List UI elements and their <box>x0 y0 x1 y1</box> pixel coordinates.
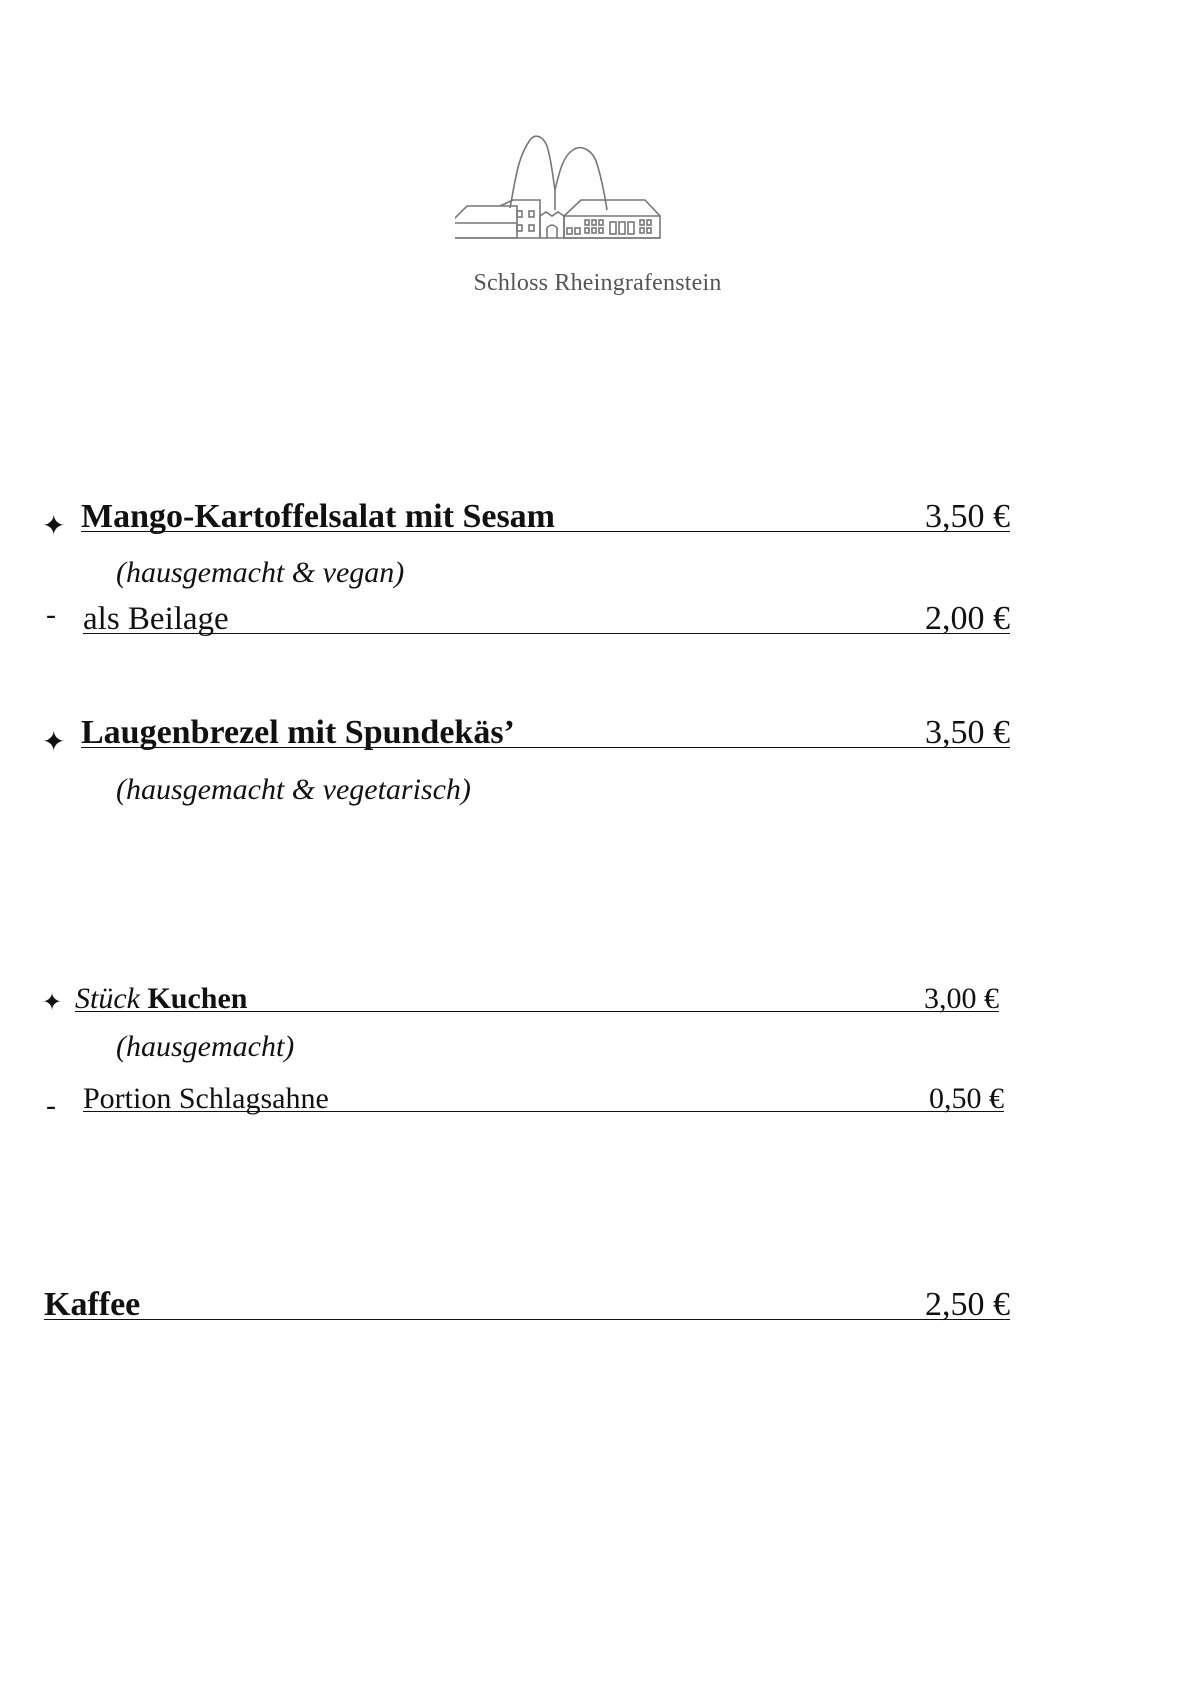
item-name: Laugenbrezel mit Spundekäs’ <box>81 714 515 751</box>
menu-item-mango <box>81 500 1010 540</box>
bullet-icon: ✦ <box>42 511 66 542</box>
item-price: 2,50 € <box>925 1286 1010 1323</box>
side-price: 2,00 € <box>925 600 1010 637</box>
item-name: Mango-Kartoffelsalat mit Sesam <box>81 498 556 535</box>
item-note: (hausgemacht) <box>116 1030 295 1063</box>
logo <box>455 128 740 308</box>
item-name-group <box>75 982 248 1016</box>
menu-item-kuchen <box>75 980 999 1020</box>
bullet-icon: ✦ <box>42 727 66 758</box>
item-note: (hausgemacht & vegetarisch) <box>116 773 471 806</box>
side-name: als Beilage <box>83 601 229 637</box>
menu-side-schlagsahne <box>83 1080 1004 1120</box>
dash-icon: - <box>46 1089 56 1122</box>
bullet-icon: ✦ <box>42 990 63 1016</box>
item-name: Kaffee <box>44 1286 141 1323</box>
side-price: 0,50 € <box>929 1082 1004 1115</box>
side-name: Portion Schlagsahne <box>83 1082 329 1115</box>
logo-text: Schloss Rheingrafenstein <box>473 270 722 296</box>
item-note: (hausgemacht & vegan) <box>116 556 405 589</box>
dotted-leader <box>44 1319 1010 1320</box>
item-price: 3,00 € <box>924 982 999 1015</box>
dash-icon: - <box>46 598 56 631</box>
item-price: 3,50 € <box>925 498 1010 535</box>
item-price: 3,50 € <box>925 714 1010 751</box>
item-name-italic: Stück <box>75 982 140 1015</box>
castle-rock-logo-icon <box>455 128 740 268</box>
menu-item-laugenbrezel <box>81 716 1010 756</box>
menu-item-kaffee <box>44 1288 1010 1328</box>
menu-side-beilage <box>83 602 1010 642</box>
item-name: Kuchen <box>147 982 248 1015</box>
